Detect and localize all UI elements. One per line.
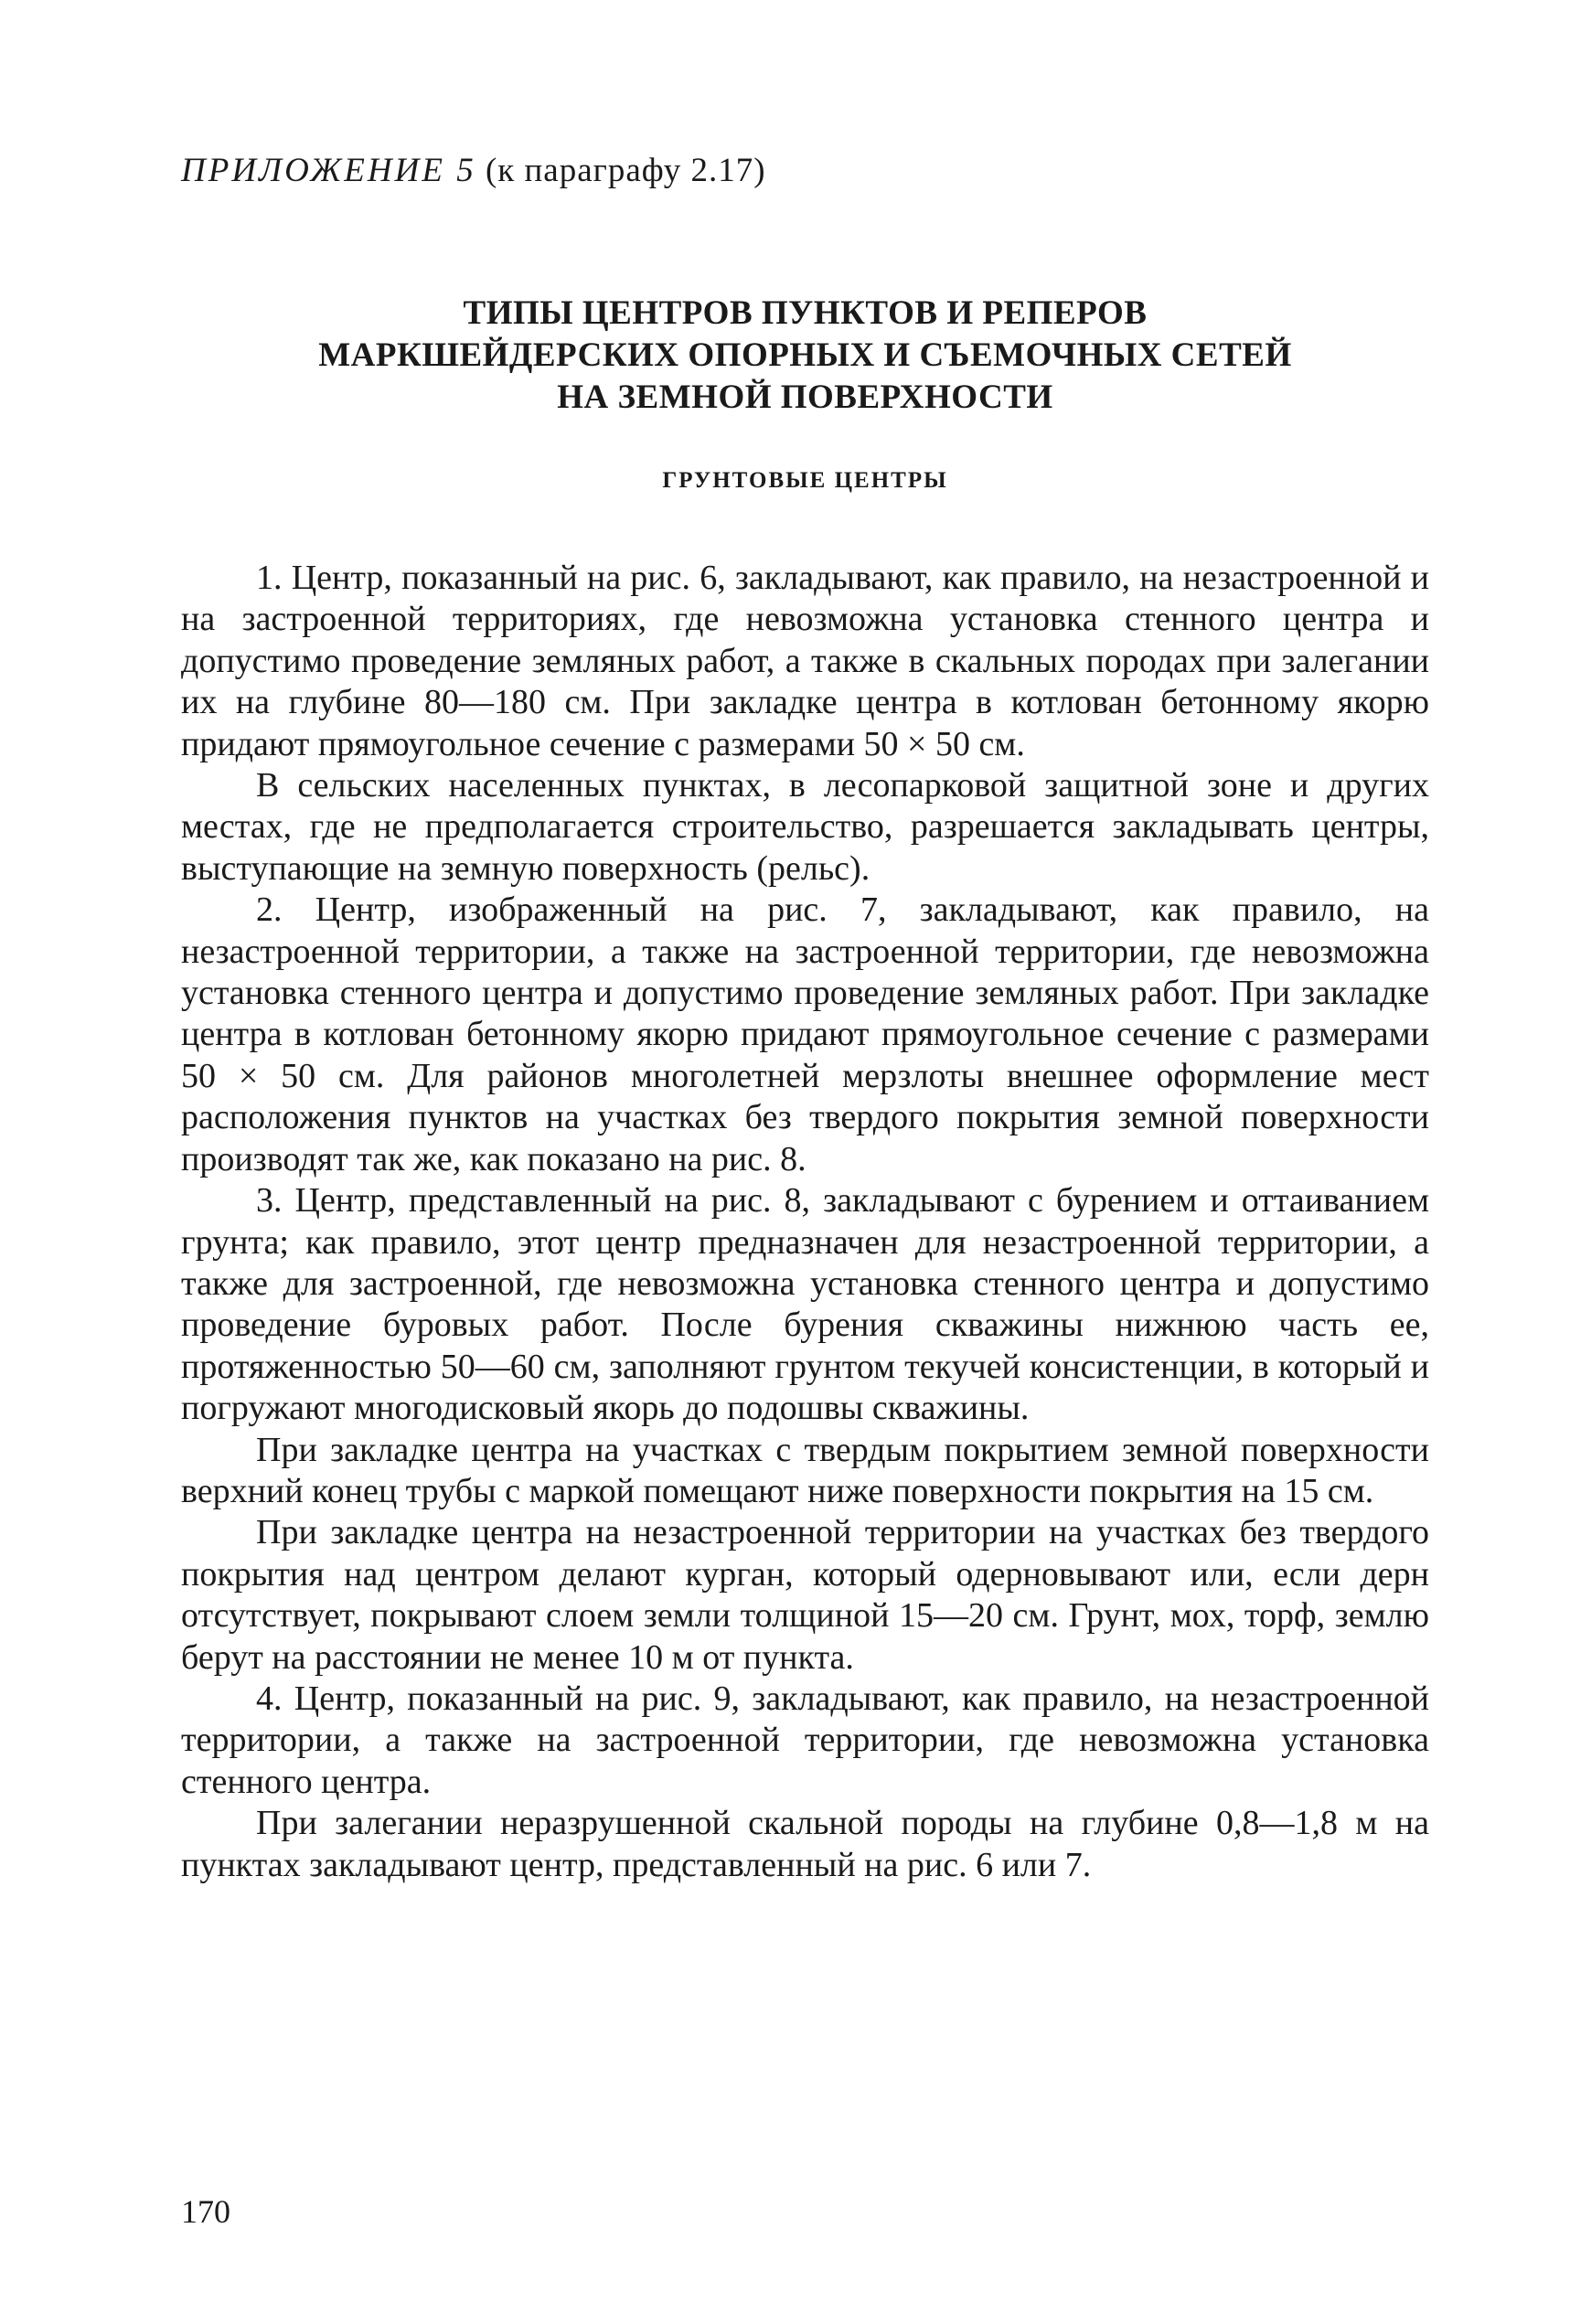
title-line-3: НА ЗЕМНОЙ ПОВЕРХНОСТИ	[557, 378, 1053, 416]
title-line-1: ТИПЫ ЦЕНТРОВ ПУНКТОВ И РЕПЕРОВ	[463, 294, 1148, 332]
paragraph-4: 3. Центр, представленный на рис. 8, закладывают с бурением и оттаиванием грунта; как правило, этот центр предназначен для незастроенной территории, а также для застроенной, где невозможна установка стенного центра и допустимо проведение буровых работ. После бурения скважины нижнюю часть ее, протяженностью 50—60 см, заполняют грунтом текучей консистенции, в который и погружают многодисковый якорь до подошвы скважины.	[181, 1181, 1429, 1428]
paragraph-1: 1. Центр, показанный на рис. 6, закладывают, как правило, на незастроенной и на застроенной территориях, где невозможна установка стенного центра и допустимо проведение земляных работ, а также в скальных породах при залегании их на глубине 80—180 см. При закладке центра в котлован бетонному якорю придают прямоугольное сечение с размерами 50 × 50 см.	[181, 559, 1429, 763]
appendix-header	[181, 151, 766, 190]
section-subtitle: ГРУНТОВЫЕ ЦЕНТРЫ	[662, 468, 948, 493]
paragraph-6: При закладке центра на незастроенной территории на участках без твердого покрытия над центром делают курган, который одерновывают или, если дерн отсутствует, покрывают слоем земли толщиной 15—20 см. Грунт, мох, торф, землю берут на расстоянии не менее 10 м от пункта.	[181, 1513, 1429, 1677]
title-line-2: МАРКШЕЙДЕРСКИХ ОПОРНЫХ И СЪЕМОЧНЫХ СЕТЕЙ	[318, 336, 1292, 374]
paragraph-5: При закладке центра на участках с твердым покрытием земной поверхности верхний конец трубы с маркой помещают ниже поверхности покрытия на 15 см.	[181, 1430, 1429, 1510]
page-title	[181, 293, 1429, 419]
appendix-reference: (к параграфу 2.17)	[485, 152, 766, 189]
paragraph-3: 2. Центр, изображенный на рис. 7, закладывают, как правило, на незастроенной территории, а также на застроенной территории, где невозможна установка стенного центра и допустимо проведение земляных работ. При закладке центра в котлован бетонному якорю придают прямоугольное сечение с размерами 50 × 50 см. Для районов многолетней мерзлоты внешнее оформление мест расположения пунктов на участках без твердого покрытия земной поверхности производят так же, как показано на рис. 8.	[181, 890, 1429, 1178]
paragraph-7: 4. Центр, показанный на рис. 9, закладывают, как правило, на незастроенной территории, а также на застроенной территории, где невозможна установка стенного центра.	[181, 1679, 1429, 1801]
page-number: 170	[181, 2193, 230, 2230]
paragraph-8: При залегании неразрушенной скальной породы на глубине 0,8—1,8 м на пунктах закладывают центр, представленный на рис. 6 или 7.	[181, 1804, 1429, 1884]
paragraph-2: В сельских населенных пунктах, в лесопарковой защитной зоне и других местах, где не предполагается строительство, разрешается закладывать центры, выступающие на земную поверхность (рельс).	[181, 766, 1429, 888]
appendix-label: ПРИЛОЖЕНИЕ 5	[181, 152, 476, 189]
body-text	[181, 558, 1429, 1886]
